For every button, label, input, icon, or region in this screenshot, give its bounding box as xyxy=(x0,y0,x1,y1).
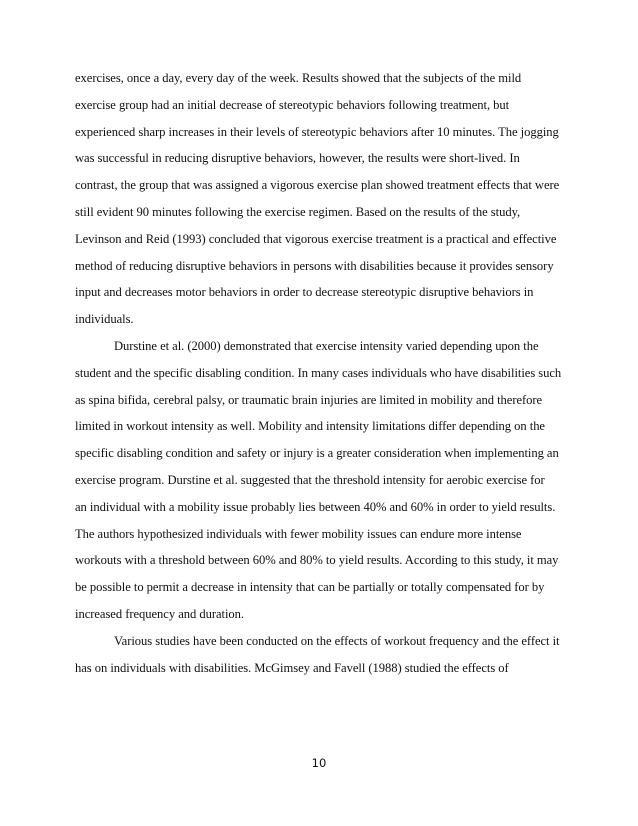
text-line: be possible to permit a decrease in intensity that can be partially or totally compensated for by xyxy=(75,580,545,595)
text-line: student and the specific disabling condition. In many cases individuals who have disabilities such xyxy=(75,365,562,380)
text-line: experienced sharp increases in their levels of stereotypic behaviors after 10 minutes. The jogging xyxy=(75,124,559,139)
text-line: limited in workout intensity as well. Mobility and intensity limitations differ depending on the xyxy=(75,419,545,434)
paragraph-first-line: Various studies have been conducted on the effects of workout frequency and the effect it xyxy=(114,633,560,648)
text-line: has on individuals with disabilities. McGimsey and Favell (1988) studied the effects of xyxy=(75,660,509,675)
text-line: method of reducing disruptive behaviors in persons with disabilities because it provides sensory xyxy=(75,258,554,273)
body-text xyxy=(75,65,567,681)
text-line: was successful in reducing disruptive behaviors, however, the results were short-lived. In xyxy=(75,151,520,166)
text-line: The authors hypothesized individuals with fewer mobility issues can endure more intense xyxy=(75,526,522,541)
text-line: still evident 90 minutes following the exercise regimen. Based on the results of the study, xyxy=(75,204,521,219)
text-line: increased frequency and duration. xyxy=(75,606,244,621)
text-line: exercises, once a day, every day of the week. Results showed that the subjects of the mild xyxy=(75,71,522,85)
text-line: contrast, the group that was assigned a vigorous exercise plan showed treatment effects that were xyxy=(75,178,560,193)
text-line: specific disabling condition and safety or injury is a greater consideration when implementing an xyxy=(75,446,559,461)
text-line: workouts with a threshold between 60% and 80% to yield results. According to this study, it may xyxy=(75,553,559,568)
page-number: 10 xyxy=(311,756,327,770)
text-line: individuals. xyxy=(75,312,134,327)
paragraph-first-line: Durstine et al. (2000) demonstrated that exercise intensity varied depending upon the xyxy=(114,338,539,353)
text-line: an individual with a mobility issue probably lies between 40% and 60% in order to yield results. xyxy=(75,499,556,514)
text-line: exercise group had an initial decrease of stereotypic behaviors following treatment, but xyxy=(75,97,510,112)
text-line: as spina bifida, cerebral palsy, or traumatic brain injuries are limited in mobility and therefore xyxy=(75,392,543,407)
text-line: Levinson and Reid (1993) concluded that vigorous exercise treatment is a practical and effective xyxy=(75,231,557,246)
text-line: exercise program. Durstine et al. suggested that the threshold intensity for aerobic exercise for xyxy=(75,472,545,487)
text-line: input and decreases motor behaviors in order to decrease stereotypic disruptive behaviors in xyxy=(75,285,534,300)
